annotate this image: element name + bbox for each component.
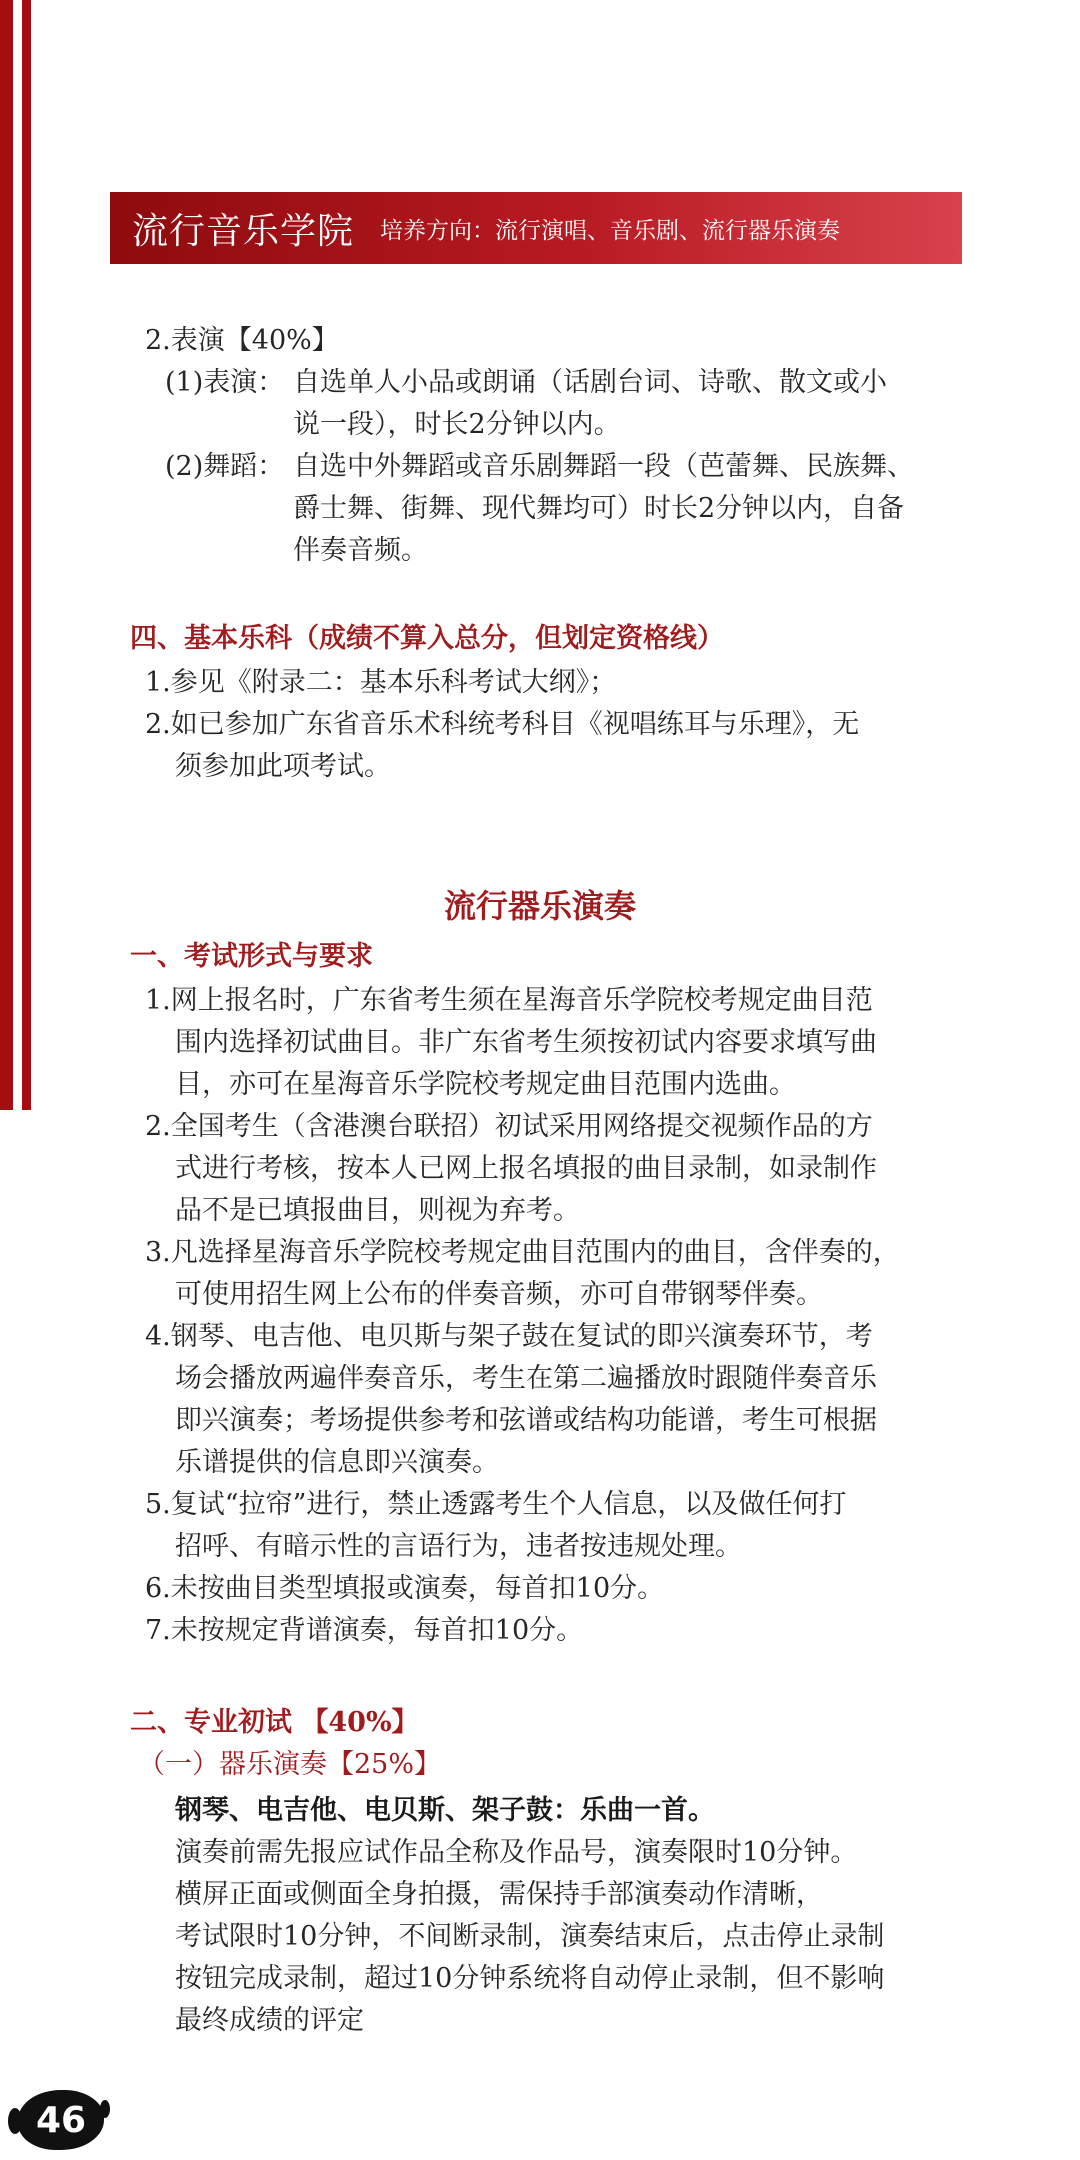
exam-rule-line: 招呼、有暗示性的言语行为，违者按违规处理。 <box>175 1531 742 1562</box>
instrument-performance-subheading: （一）器乐演奏【25%】 <box>138 1749 442 1780</box>
exam-rule-line: 5.复试“拉帘”进行，禁止透露考生个人信息，以及做任何打 <box>145 1489 847 1520</box>
basic-theory-line: 1.参见《附录二：基本乐科考试大纲》； <box>145 667 617 698</box>
exam-rule-line: 1.网上报名时，广东省考生须在星海音乐学院校考规定曲目范 <box>145 985 873 1016</box>
banner-title: 流行音乐学院 <box>132 210 355 252</box>
exam-rule-line: 品不是已填报曲目，则视为弃考。 <box>175 1195 580 1226</box>
exam-rule-line: 3.凡选择星海音乐学院校考规定曲目范围内的曲目，含伴奏的， <box>145 1237 900 1268</box>
performance-item1-label: (1)表演： <box>165 367 285 398</box>
basic-theory-heading: 四、基本乐科（成绩不算入总分，但划定资格线） <box>130 623 724 654</box>
page-number: 46 <box>35 2099 87 2141</box>
exam-rule-line: 乐谱提供的信息即兴演奏。 <box>175 1447 499 1478</box>
instrument-section-title: 流行器乐演奏 <box>443 887 636 925</box>
performance-item2-label: (2)舞蹈： <box>165 451 285 482</box>
exam-rule-line: 围内选择初试曲目。非广东省考生须按初试内容要求填写曲 <box>175 1027 877 1058</box>
basic-theory-line: 须参加此项考试。 <box>175 751 391 782</box>
exam-rule-line: 7.未按规定背谱演奏，每首扣10分。 <box>145 1615 584 1646</box>
exam-rule-line: 式进行考核，按本人已网上报名填报的曲目录制，如录制作 <box>175 1153 877 1184</box>
basic-theory-line: 2.如已参加广东省音乐术科统考科目《视唱练耳与乐理》，无 <box>145 709 860 740</box>
performance-item1-line: 自选单人小品或朗诵（话剧台词、诗歌、散文或小 <box>293 367 887 398</box>
exam-detail-line: 考试限时10分钟，不间断录制，演奏结束后，点击停止录制 <box>175 1921 885 1952</box>
performance-item2-line: 伴奏音频。 <box>293 535 428 566</box>
performance-item2-line: 自选中外舞蹈或音乐剧舞蹈一段（芭蕾舞、民族舞、 <box>293 451 914 482</box>
side-bar-inner <box>22 0 31 1110</box>
exam-detail-line: 横屏正面或侧面全身拍摄，需保持手部演奏动作清晰， <box>175 1879 823 1910</box>
page-number-badge <box>18 2090 104 2150</box>
exam-rule-line: 4.钢琴、电吉他、电贝斯与架子鼓在复试的即兴演奏环节，考 <box>145 1321 873 1352</box>
exam-rule-line: 即兴演奏；考场提供参考和弦谱或结构功能谱，考生可根据 <box>175 1405 877 1436</box>
exam-rule-line: 场会播放两遍伴奏音乐，考生在第二遍播放时跟随伴奏音乐 <box>175 1363 877 1394</box>
side-bar-gap <box>13 0 22 1110</box>
exam-rule-line: 2.全国考生（含港澳台联招）初试采用网络提交视频作品的方 <box>145 1111 873 1142</box>
college-banner <box>110 192 962 264</box>
preliminary-exam-heading: 二、专业初试 【40%】 <box>130 1707 419 1738</box>
side-bar-outer <box>0 0 13 1110</box>
performance-heading: 2.表演【40%】 <box>145 325 339 356</box>
exam-format-heading: 一、考试形式与要求 <box>130 941 373 972</box>
banner-subtitle: 培养方向：流行演唱、音乐剧、流行器乐演奏 <box>380 217 841 244</box>
performance-item1-line: 说一段），时长2分钟以内。 <box>293 409 621 440</box>
exam-rule-line: 6.未按曲目类型填报或演奏，每首扣10分。 <box>145 1573 665 1604</box>
instrument-list-line: 钢琴、电吉他、电贝斯、架子鼓：乐曲一首。 <box>175 1795 715 1826</box>
exam-rule-line: 可使用招生网上公布的伴奏音频，亦可自带钢琴伴奏。 <box>175 1279 823 1310</box>
exam-detail-line: 最终成绩的评定 <box>175 2005 364 2036</box>
exam-detail-line: 演奏前需先报应试作品全称及作品号，演奏限时10分钟。 <box>175 1837 858 1868</box>
exam-detail-line: 按钮完成录制，超过10分钟系统将自动停止录制，但不影响 <box>175 1963 885 1994</box>
exam-rule-line: 目，亦可在星海音乐学院校考规定曲目范围内选曲。 <box>175 1069 796 1100</box>
performance-item2-line: 爵士舞、街舞、现代舞均可）时长2分钟以内，自备 <box>293 493 905 524</box>
